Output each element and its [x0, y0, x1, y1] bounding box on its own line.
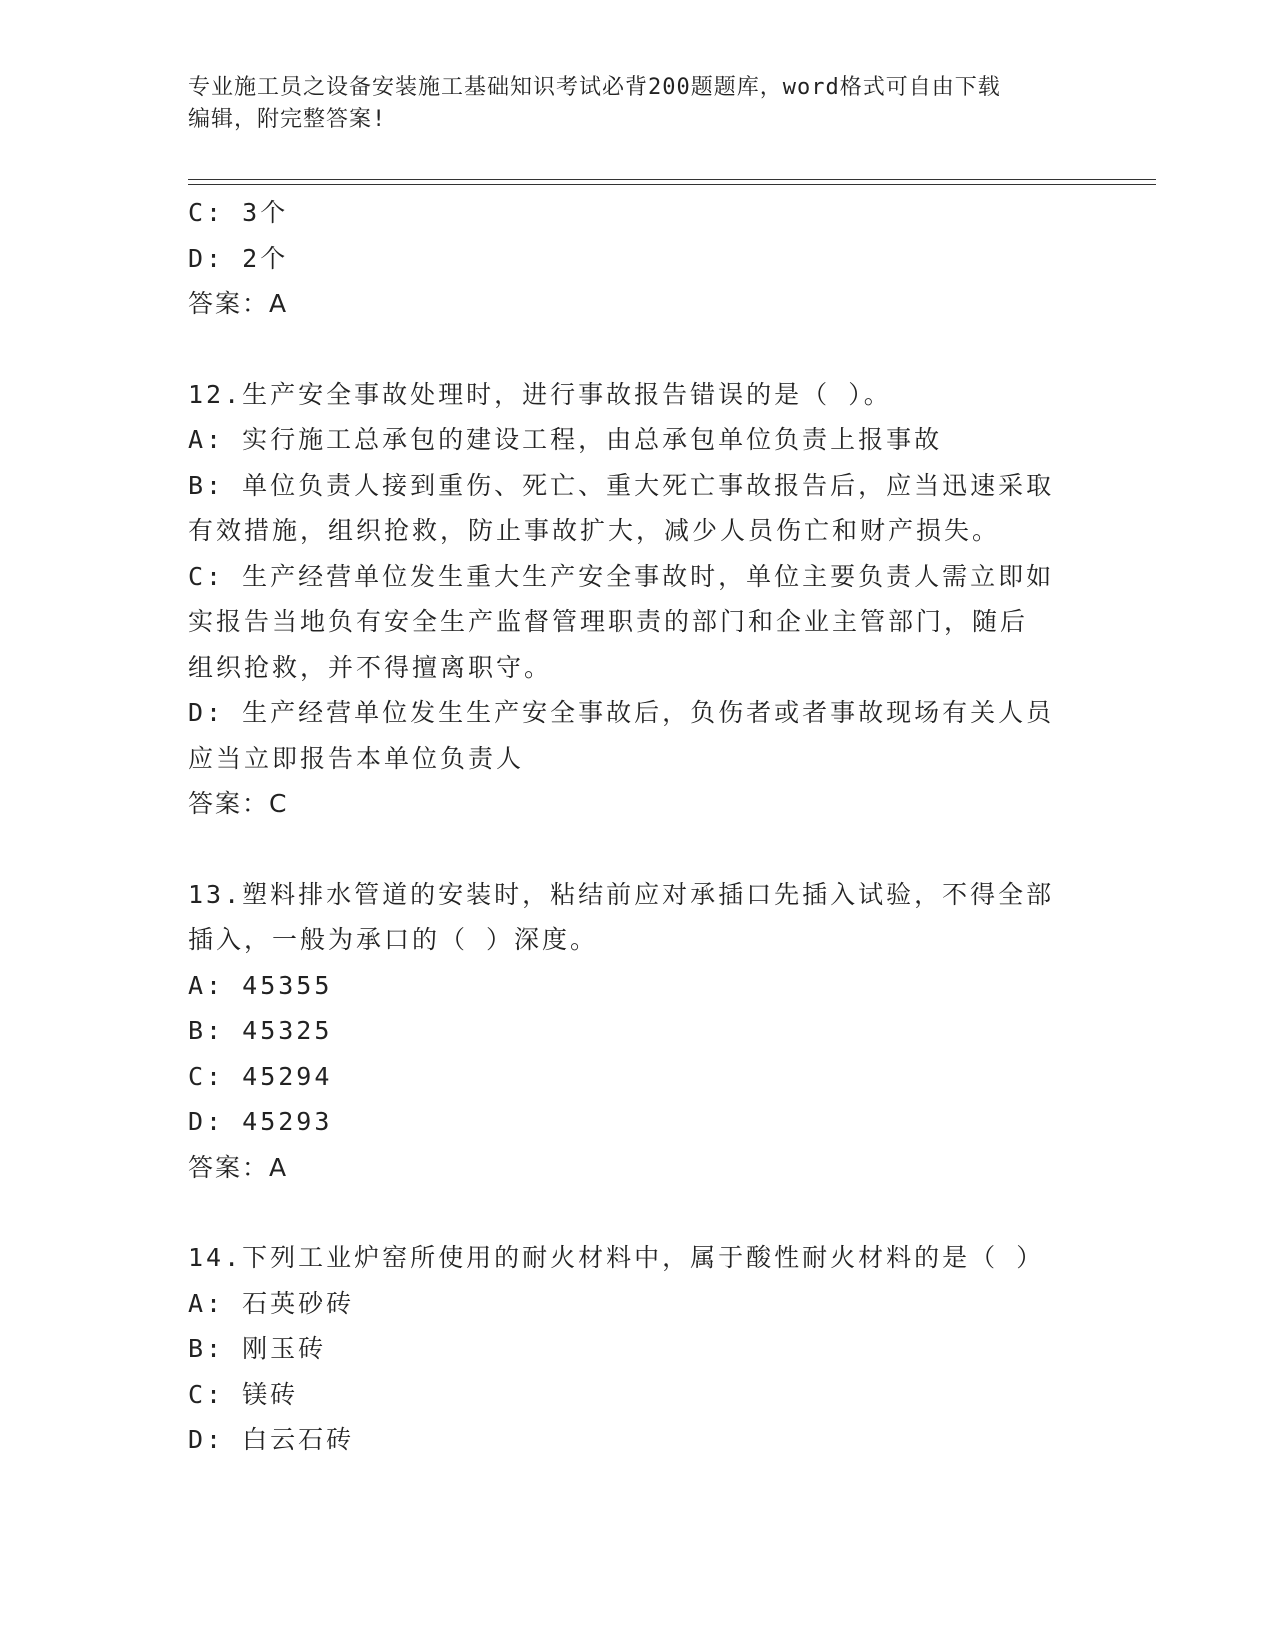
option-c: C: 镁砖 — [188, 1379, 299, 1409]
option-b: B: 刚玉砖 — [188, 1334, 327, 1363]
header-title-line-2: 编辑，附完整答案! — [188, 107, 387, 132]
header-divider-bottom — [188, 184, 1156, 185]
option-c-line-2: 实报告当地负有安全生产监督管理职责的部门和企业主管部门，随后 — [188, 607, 1029, 636]
option-c: C: 3个 — [188, 198, 289, 227]
option-d: D: 白云石砖 — [188, 1425, 355, 1454]
answer-line: 答案：A — [188, 1152, 289, 1182]
option-c-line-1: C: 生产经营单位发生重大生产安全事故时，单位主要负责人需立即如 — [188, 561, 1055, 591]
option-a: A: 石英砂砖 — [188, 1288, 355, 1318]
header-divider-top — [188, 179, 1156, 180]
option-c-line-3: 组织抢救，并不得擅离职守。 — [188, 652, 553, 682]
question-11 — [188, 190, 1088, 327]
option-d: D: 45293 — [188, 1107, 333, 1136]
option-d-line-1: D: 生产经营单位发生生产安全事故后，负伤者或者事故现场有关人员 — [188, 698, 1055, 727]
question-spacer — [188, 327, 1088, 372]
option-d: D: 2个 — [188, 243, 289, 273]
option-b-line-1: B: 单位负责人接到重伤、死亡、重大死亡事故报告后，应当迅速采取 — [188, 470, 1055, 500]
option-a: A: 实行施工总承包的建设工程，由总承包单位负责上报事故 — [188, 425, 943, 454]
option-b: B: 45325 — [188, 1016, 333, 1045]
option-d-line-2: 应当立即报告本单位负责人 — [188, 743, 525, 773]
answer-line: 答案：A — [188, 289, 289, 318]
option-c: C: 45294 — [188, 1061, 333, 1091]
question-spacer — [188, 827, 1088, 872]
question-text-line-2: 插入，一般为承口的（ ）深度。 — [188, 925, 599, 954]
question-text: 14.下列工业炉窑所使用的耐火材料中，属于酸性耐火材料的是（ ） — [188, 1243, 1045, 1272]
question-list — [188, 190, 1088, 1463]
question-13 — [188, 872, 1088, 1191]
question-12 — [188, 372, 1088, 827]
question-text-line-1: 13.塑料排水管道的安装时，粘结前应对承插口先插入试验，不得全部 — [188, 879, 1055, 909]
option-a: A: 45355 — [188, 970, 333, 1000]
question-text: 12.生产安全事故处理时，进行事故报告错误的是（ ）。 — [188, 379, 892, 409]
option-b-line-2: 有效措施，组织抢救，防止事故扩大，减少人员伤亡和财产损失。 — [188, 516, 1001, 545]
question-14 — [188, 1235, 1088, 1463]
header-title-line-1: 专业施工员之设备安装施工基础知识考试必背200题题库，word格式可自由下载 — [188, 75, 1001, 100]
question-spacer — [188, 1190, 1088, 1235]
document-header — [188, 72, 1088, 136]
answer-line: 答案：C — [188, 789, 289, 818]
